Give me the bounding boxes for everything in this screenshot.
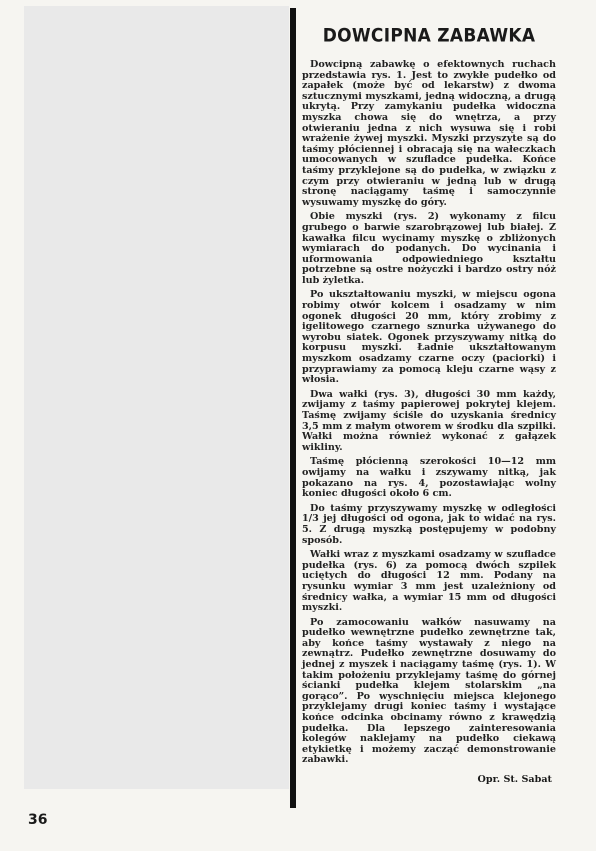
article-paragraph: Po ukształtowaniu myszki, w miejscu ogona robimy otwór kolcem i osadzamy w nim ogonek długości 20 mm, który zrobimy z igelitowego czarnego sznurka używanego do wyrobu siatek. Ogonek przyszywamy nitką do korpusu myszki. Ładnie ukształtowanym myszkom osadzamy czarne oczy (paciorki) i przyprawiamy za pomocą kleju czarne wąsy z włosia. (302, 289, 556, 386)
article-paragraph: Taśmę płócienną szerokości 10—12 mm owijamy na wałku i zszywamy nitką, jak pokazano na rys. 4, pozostawiając wolny koniec długości około 6 cm. (302, 456, 556, 500)
article-paragraph: Do taśmy przyszywamy myszkę w odległości 1/3 jej długości od ogona, jak to widać na rys. 5. Z drugą myszką postępujemy w podobny sposób. (302, 502, 556, 546)
article-paragraph: Dwa wałki (rys. 3), długości 30 mm każdy, zwijamy z taśmy papierowej pokrytej klejem. Taśmę zwijamy ściśle do uzyskania średnicy 3,5 mm z małym otworem w środku dla szpilki. Wałki można również wykonać z gałązek wikliny. (302, 388, 556, 453)
article-paragraph: Wałki wraz z myszkami osadzamy w szufladce pudełka (rys. 6) za pomocą dwóch szpilek uciętych do długości 12 mm. Podany na rysunku wymiar 3 mm jest uzależniony od średnicy wałka, a wymiar 15 mm od długości myszki. (302, 549, 556, 614)
page-number: 36 (28, 812, 48, 828)
image-placeholder-panel (24, 6, 289, 789)
article (302, 26, 556, 785)
article-title: DOWCIPNA ZABAWKA (322, 25, 536, 47)
article-paragraph: Dowcipną zabawkę o efektownych ruchach przedstawia rys. 1. Jest to zwykłe pudełko od zapałek (może być od lekarstw) z dwoma sztucznymi myszkami, jedną widoczną, a drugą ukrytą. Przy zamykaniu pudełka widoczna myszka chowa się do wnętrza, a przy otwieraniu jedna z nich wysuwa się i robi wrażenie żywej myszki. Myszki przyszyte są do taśmy płóciennej i obracają się na wałeczkach umocowanych w szufladce pudełka. Końce taśmy przyklejone są do pudełka, w związku z czym przy otwieraniu w jedną lub w drugą stronę naciągamy taśmę i samoczynnie wysuwamy myszkę do góry. (302, 59, 556, 208)
article-paragraph: Obie myszki (rys. 2) wykonamy z filcu grubego o barwie szarobrązowej lub białej. Z kawałka filcu wycinamy myszkę o zbliżonych wymiarach do podanych. Do wycinania i uformowania odpowiedniego kształtu potrzebne są ostre nożyczki i bardzo ostry nóż lub żyletka. (302, 211, 556, 286)
article-author: Opr. St. Sabat (477, 774, 552, 785)
article-paragraph: Po zamocowaniu wałków nasuwamy na pudełko wewnętrzne pudełko zewnętrzne tak, aby końce taśmy wystawały z niego na zewnątrz. Pudełko zewnętrzne dosuwamy do jednej z myszek i naciągamy taśmę (rys. 1). W takim położeniu przyklejamy taśmę do górnej ścianki pudełka klejem stolarskim „na gorąco”. Po wyschnięciu miejsca klejonego przyklejamy drugi koniec taśmy i wystające końce odcinka obcinamy równo z krawędzią pudełka. Dla lepszego zainteresowania kolegów naklejamy na pudełko ciekawą etykietkę i możemy zacząć demonstrowanie zabawki. (302, 616, 556, 766)
column-divider (290, 8, 296, 808)
